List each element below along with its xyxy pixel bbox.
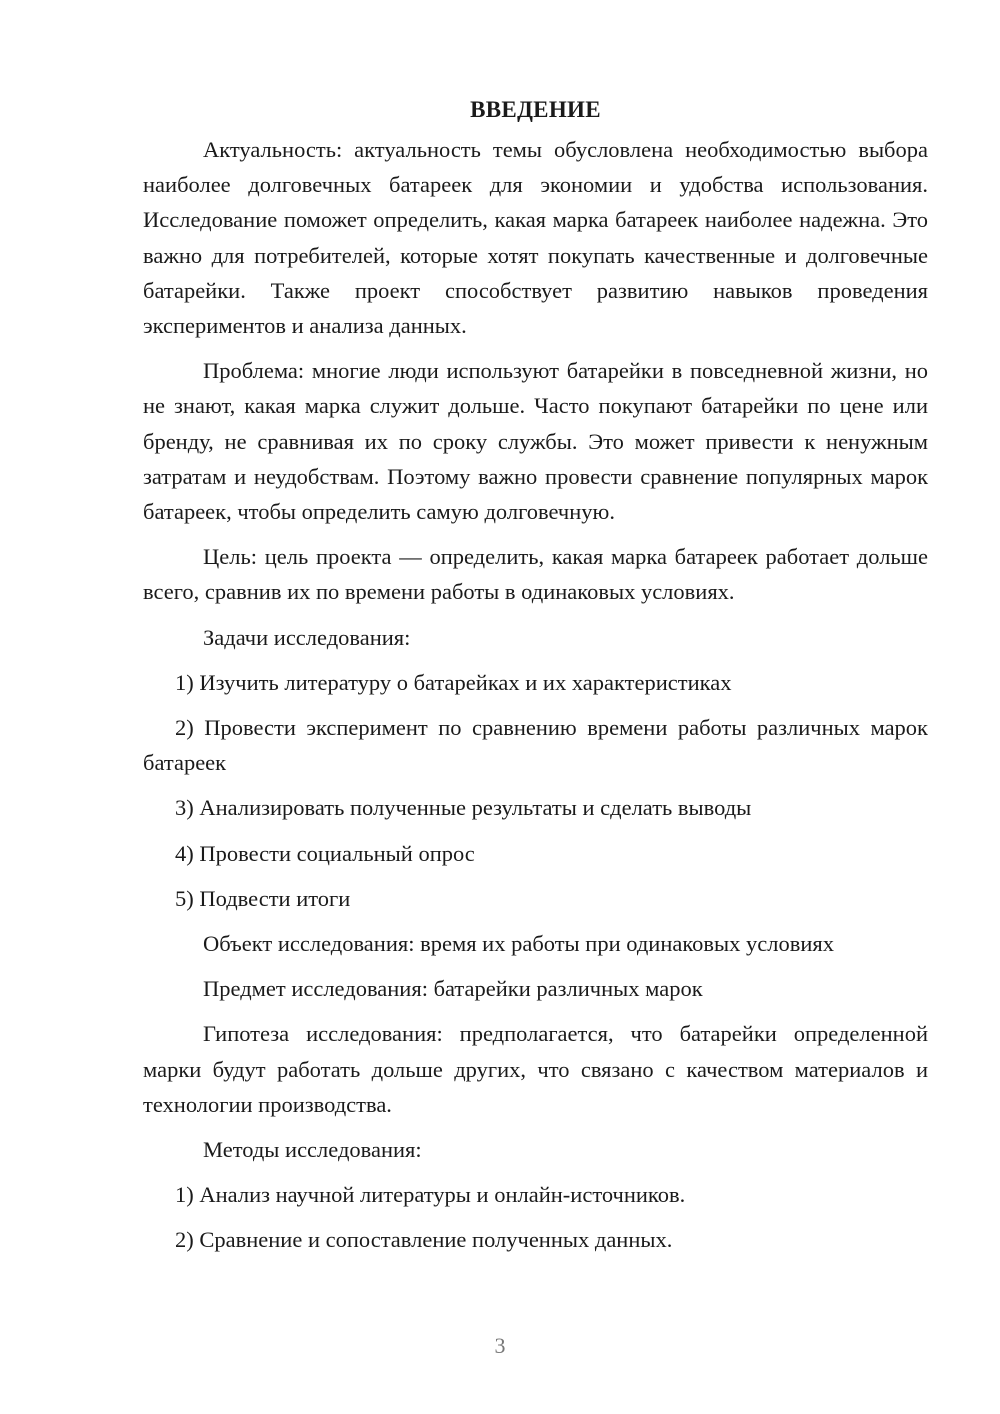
hypothesis-paragraph: Гипотеза исследования: предполагается, что батарейки определенной марки будут работать дольше других, что связано с качеством материалов и технологии производства. [143,1021,928,1117]
methods-title: Методы исследования: [203,1137,422,1163]
method-item: 1) Анализ научной литературы и онлайн-источников. [175,1182,686,1208]
subject-paragraph: Предмет исследования: батарейки различных марок [203,976,703,1002]
problem-paragraph: Проблема: многие люди используют батарейки в повседневной жизни, но не знают, какая марка служит дольше. Часто покупают батарейки по цене или бренду, не сравнивая их по сроку службы. Это может привести к ненужным затратам и неудобствам. Поэтому важно провести сравнение популярных марок батареек, чтобы определить самую долговечную. [143,358,928,525]
method-item: 2) Сравнение и сопоставление полученных данных. [175,1227,673,1253]
task-item: 2) Провести эксперимент по сравнению времени работы различных марок батареек [143,715,928,776]
task-item: 1) Изучить литературу о батарейках и их характеристиках [175,669,732,695]
relevance-paragraph: Актуальность: актуальность темы обусловлена необходимостью выбора наиболее долговечных батареек для экономии и удобства использования. Исследование поможет определить, какая марка батареек наиболее надежна. Это важно для потребителей, которые хотят покупать качественные и долговечные батарейки. Также проект способствует развитию навыков проведения экспериментов и анализа данных. [143,137,928,339]
object-paragraph: Объект исследования: время их работы при одинаковых условиях [203,931,835,957]
goal-paragraph: Цель: цель проекта — определить, какая марка батареек работает дольше всего, сравнив их по времени работы в одинаковых условиях. [143,544,928,605]
document-page [143,92,928,1268]
task-item: 4) Провести социальный опрос [175,840,475,866]
page-number: 3 [494,1333,506,1358]
task-item: 3) Анализировать полученные результаты и сделать выводы [175,795,752,821]
tasks-title: Задачи исследования: [203,624,411,650]
task-item: 5) Подвести итоги [175,885,351,911]
section-heading: ВВЕДЕНИЕ [470,97,601,122]
